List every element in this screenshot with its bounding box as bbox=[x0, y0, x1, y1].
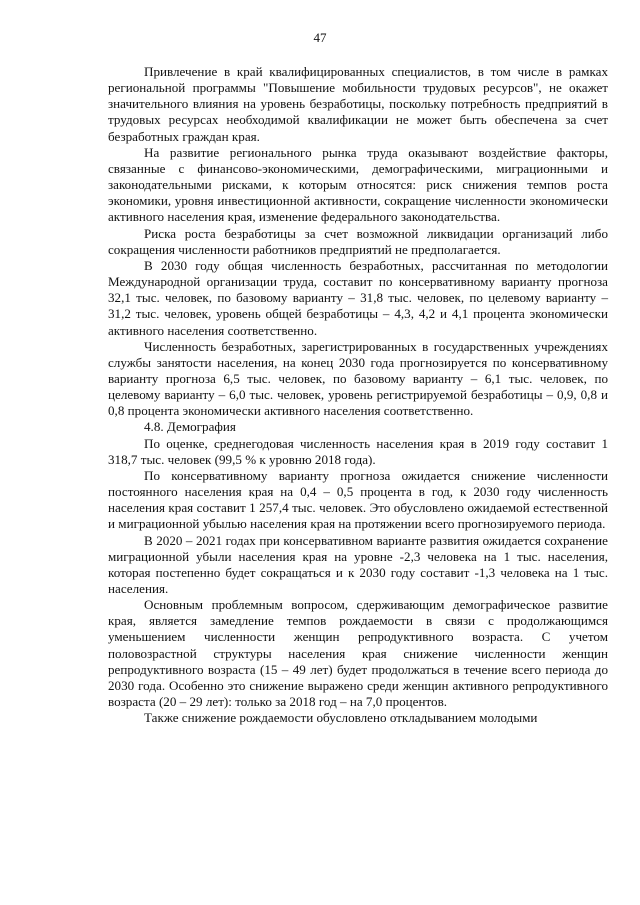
paragraph-birth-rate-problem: Основным проблемным вопросом, сдерживающим демографическое развитие края, является замедление темпов рождаемости в связи с продолжающимся уменьшением численности женщин репродуктивного возраста. С учетом половозрастной структуры населения края снижение численности женщин репродуктивного возраста (15 – 49 лет) будет продолжаться в течение всего периода до 2030 года. Особенно это снижение выражено среди женщин активного репродуктивного возраста (20 – 29 лет): только за 2018 год – на 7,0 процентов. bbox=[108, 597, 608, 710]
paragraph-unemployment-risk: Риска роста безработицы за счет возможной ликвидации организаций либо сокращения численности работников предприятий не предполагается. bbox=[108, 225, 608, 257]
paragraph-population-2019: По оценке, среднегодовая численность населения края в 2019 году составит 1 318,7 тыс. человек (99,5 % к уровню 2018 года). bbox=[108, 435, 608, 467]
paragraph-total-unemployed-2030: В 2030 году общая численность безработных, рассчитанная по методологии Международной организации труда, составит по консервативному варианту прогноза 32,1 тыс. человек, по базовому варианту – 31,8 тыс. человек, по целевому варианту – 31,2 тыс. человек, уровень общей безработицы – 4,3, 4,2 и 4,1 процента экономически активного населения соответственно. bbox=[108, 257, 608, 338]
paragraph-registered-unemployed: Численность безработных, зарегистрированных в государственных учреждениях службы занятости населения, на конец 2030 года прогнозируется по консервативному варианту прогноза 6,5 тыс. человек, по базовому варианту – 6,1 тыс. человек, по целевому варианту – 6,0 тыс. человек, уровень регистрируемой безработицы – 0,9, 0,8 и 0,8 процента экономически активного населения соответственно. bbox=[108, 338, 608, 419]
page-number: 47 bbox=[313, 30, 327, 45]
paragraph-birth-rate-delay: Также снижение рождаемости обусловлено откладыванием молодыми bbox=[144, 710, 538, 726]
paragraph-migration: В 2020 – 2021 годах при консервативном варианте развития ожидается сохранение миграционной убыли населения края на уровне -2,3 человека на 1 тыс. населения, которая постепенно будет сокращаться и к 2030 году составит -1,3 человека на 1 тыс. населения. bbox=[108, 532, 608, 596]
paragraph-labor-market-risks: На развитие регионального рынка труда оказывают воздействие факторы, связанные с финансово-экономическими, демографическими, миграционными и законодательными рисками, к которым относятся: риск снижения темпов роста экономики, уровня инвестиционной активности, сокращение численности экономически активного населения края, изменение федерального законодательства. bbox=[108, 144, 608, 225]
page-body bbox=[108, 64, 608, 726]
paragraph-population-forecast: По консервативному варианту прогноза ожидается снижение численности постоянного населения края на 0,4 – 0,5 процента в год, к 2030 году численность населения края составит 1 257,4 тыс. человек. Это обусловлено ожидаемой естественной и миграционной убылью населения края на протяжении всего прогнозируемого периода. bbox=[108, 467, 608, 532]
paragraph-qualified-specialists: Привлечение в край квалифицированных специалистов, в том числе в рамках региональной программы "Повышение мобильности трудовых ресурсов", не окажет значительного влияния на уровень безработицы, поскольку потребность предприятий в трудовых ресурсах необходимой квалификации не может быть обеспечена за счет безработных граждан края. bbox=[108, 64, 608, 144]
section-heading-demography: 4.8. Демография bbox=[144, 419, 236, 435]
